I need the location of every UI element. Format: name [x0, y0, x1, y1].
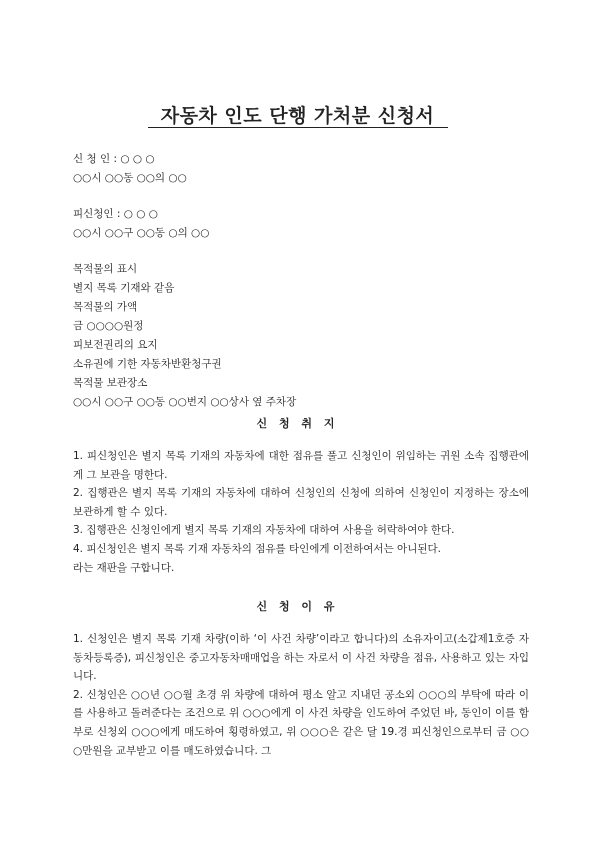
detail-line: 별지 목록 기재와 같음 [73, 282, 175, 294]
reason-item: 2. 신청인은 ○○년 ○○월 초경 위 차량에 대하여 평소 알고 지내던 공소외 ○○○의 부탁에 따라 이를 사용하고 돌려준다는 조건으로 위 ○○○에게 이 사건 차량을 인도하여 주었던 바, 동인이 이를 함부로 신청외 ○○○에게 매도하여 횡령하였고, 위 ○○○은 같은 달 19.경 피신청인으로부터 금 ○○○만원을 교부받고 이를 매도하였습니다. 그 [73, 688, 529, 757]
title-underline [148, 127, 448, 128]
detail-line: 피보전권리의 요지 [73, 339, 158, 351]
detail-line: 금 ○○○○원정 [73, 320, 144, 332]
respondent-block [73, 205, 209, 243]
respondent-label: 피신청인 : ○ ○ ○ [73, 208, 158, 220]
respondent-address: ○○시 ○○구 ○○동 ○의 ○○ [73, 227, 210, 239]
detail-line: 목적물의 표시 [73, 263, 138, 275]
purpose-item: 라는 재판을 구합니다. [73, 561, 175, 574]
detail-line: 목적물의 가액 [73, 301, 138, 313]
applicant-label: 신 청 인 : ○ ○ ○ [73, 153, 155, 165]
purpose-section [73, 447, 529, 577]
purpose-item: 3. 집행관은 신청인에게 별지 목록 기재의 자동차에 대하여 사용을 허락하여야 한다. [73, 524, 455, 537]
applicant-address: ○○시 ○○동 ○○의 ○○ [73, 172, 187, 184]
reason-section [73, 630, 529, 760]
purpose-item: 4. 피신청인은 별지 목록 기재 자동차의 점유를 타인에게 이전하여서는 아니된다. [73, 542, 441, 555]
claim-details [73, 260, 296, 412]
detail-line: ○○시 ○○구 ○○동 ○○번지 ○○상사 옆 주차장 [73, 396, 297, 408]
applicant-block [73, 150, 187, 188]
reason-heading: 신 청 이 유 [256, 600, 339, 613]
purpose-item: 2. 집행관은 별지 목록 기재의 자동차에 대하여 신청인의 신청에 의하여 신청인이 지정하는 장소에 보관하게 할 수 있다. [73, 487, 529, 518]
purpose-heading: 신 청 취 지 [256, 417, 339, 430]
document-title: 자동차 인도 단행 가처분 신청서 [160, 105, 435, 127]
detail-line: 목적물 보관장소 [73, 377, 148, 389]
reason-item: 1. 신청인은 별지 목록 기재 차량(이하 ‘이 사건 차량’이라고 합니다)의 소유자이고(소갑제1호증 자동차등록증), 피신청인은 중고자동차매매업을 하는 자로서 이 사건 차량을 점유, 사용하고 있는 자입니다. [73, 633, 529, 683]
purpose-item: 1. 피신청인은 별지 목록 기재의 자동차에 대한 점유를 풀고 신청인이 위임하는 귀원 소속 집행관에게 그 보관을 명한다. [73, 450, 529, 481]
detail-line: 소유권에 기한 자동차반환청구권 [73, 358, 222, 370]
